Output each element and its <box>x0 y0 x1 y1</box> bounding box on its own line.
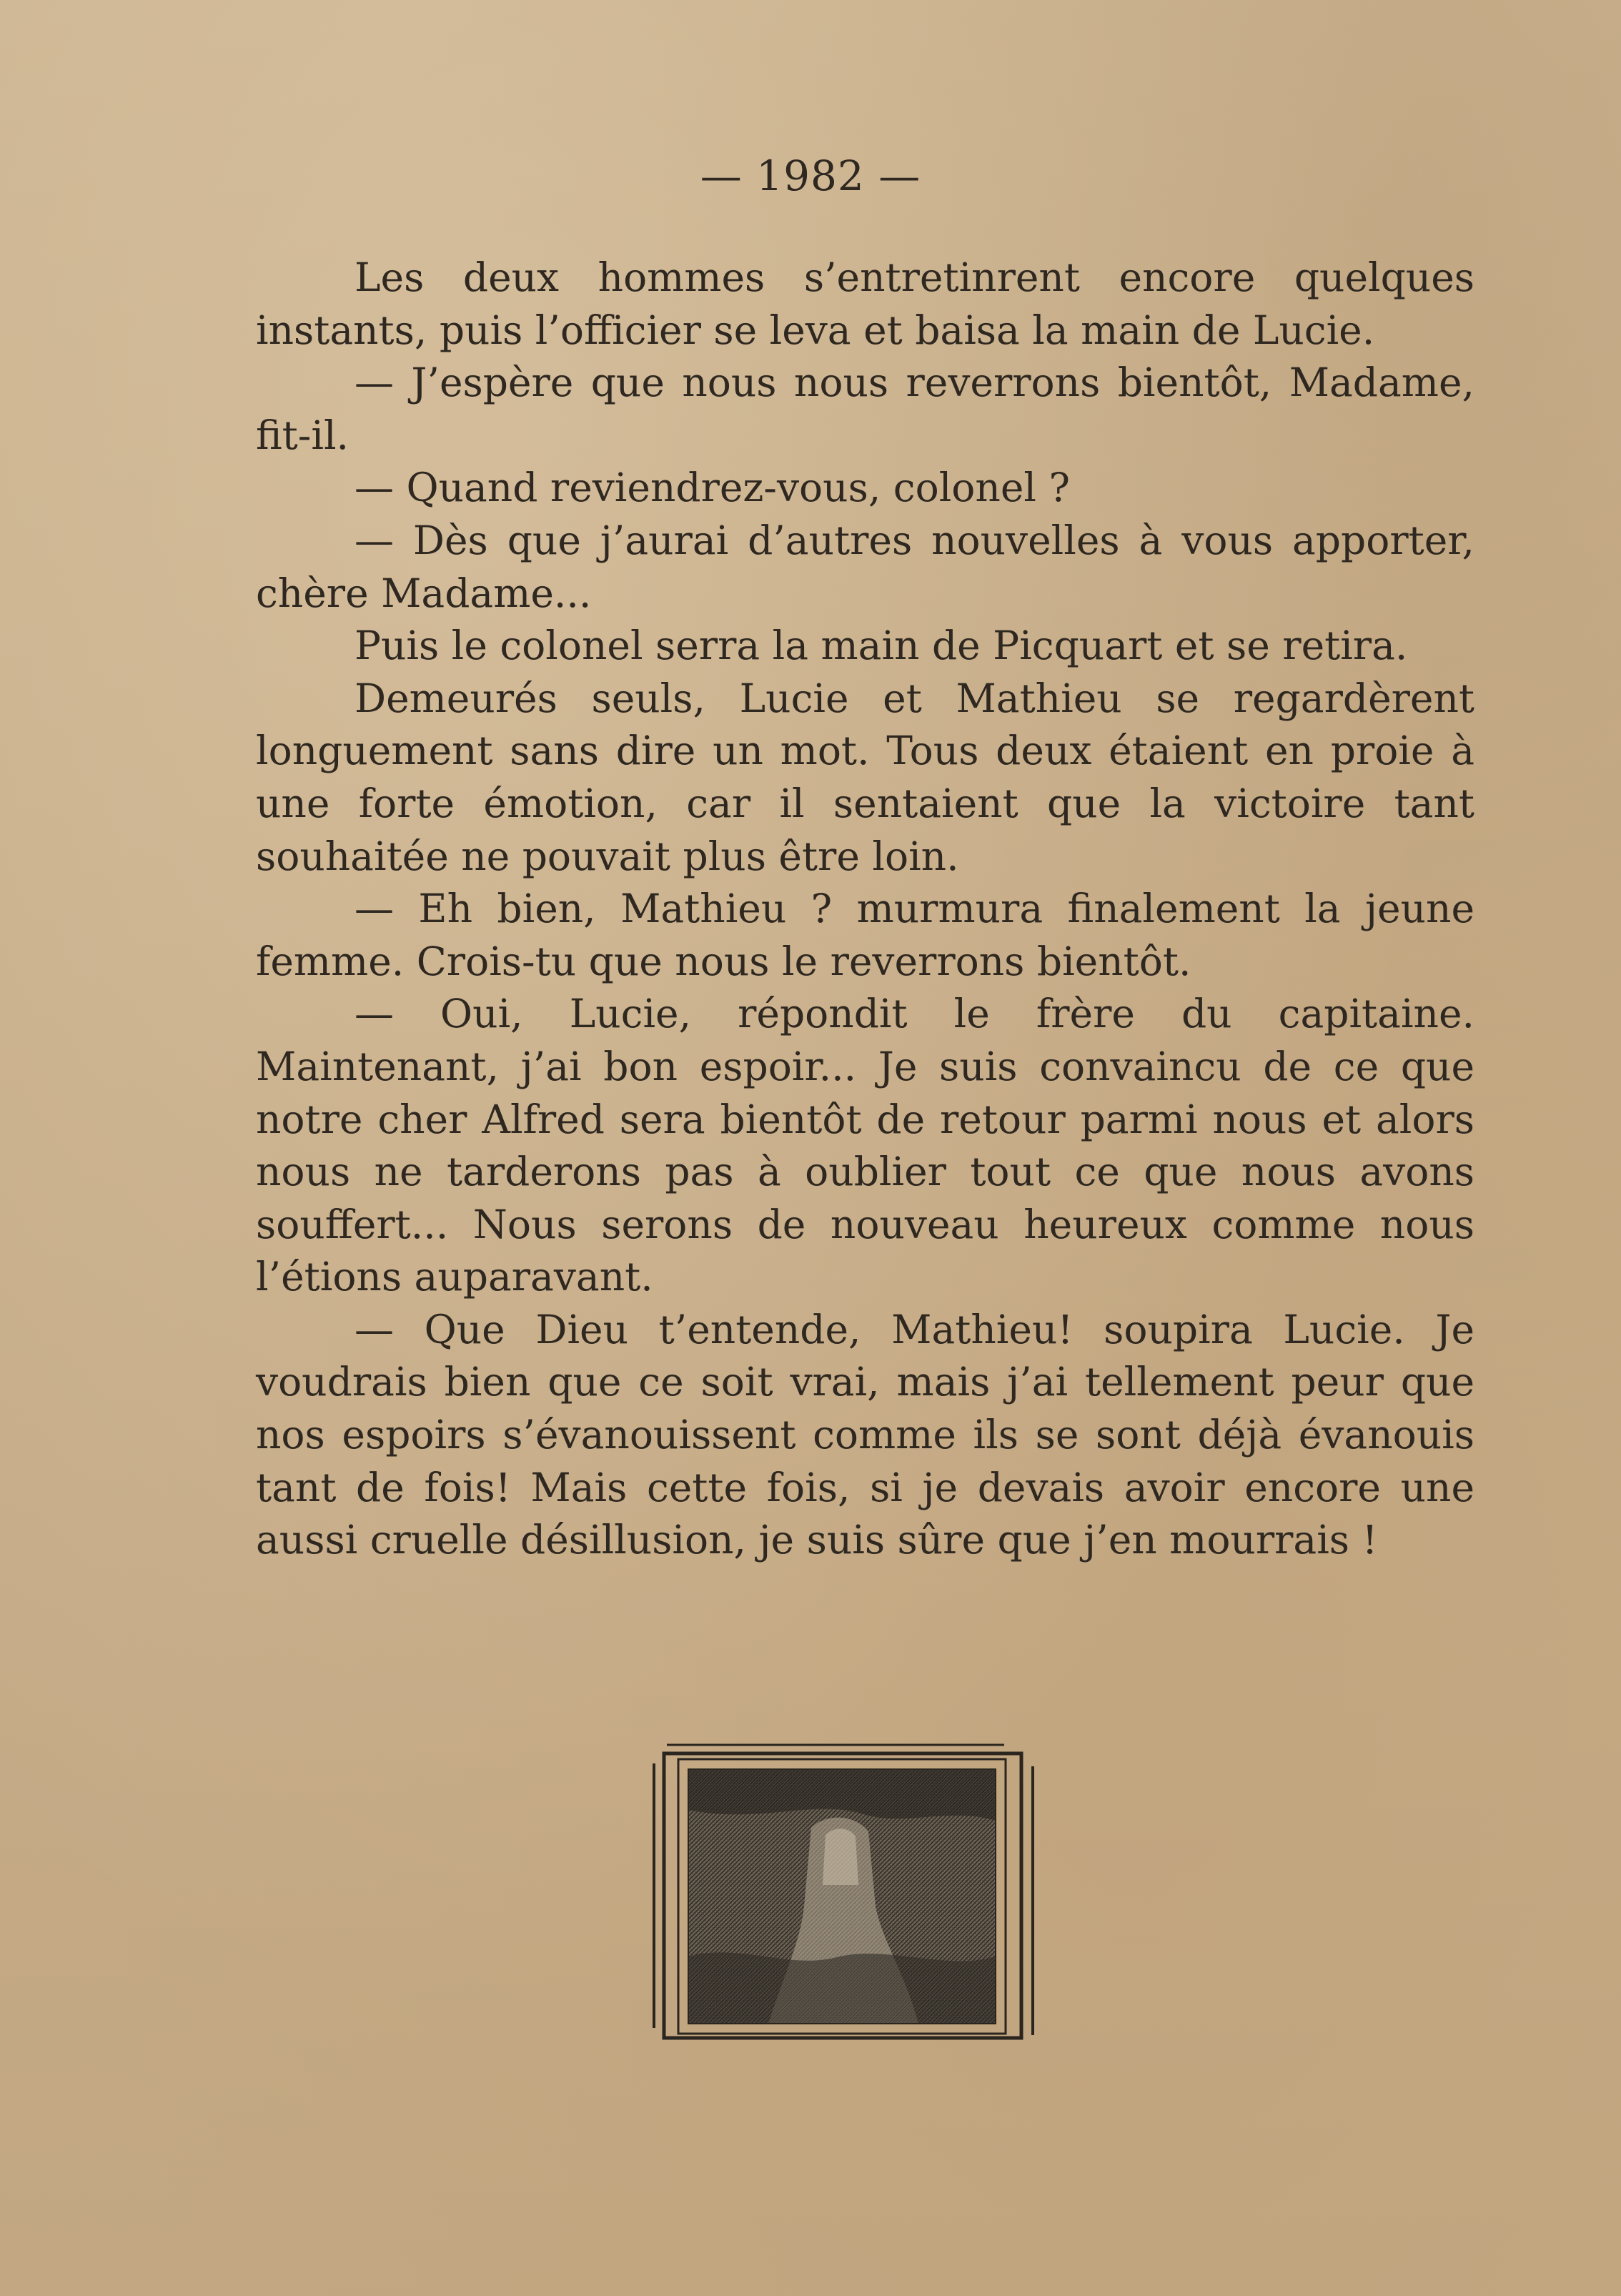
paragraph-6: Demeurés seuls, Lucie et Mathieu se regardèrent longuement sans dire un mot. Tous deux étaient en proie à une forte émotion, car il sentaient que la victoire tant souhaitée ne pouvait plus être loin. <box>256 675 1474 879</box>
body-text <box>256 252 1474 1567</box>
paragraph-7: — Eh bien, Mathieu ? murmura finalement la jeune femme. Crois-tu que nous le reverrons bientôt. <box>256 886 1474 984</box>
paragraph-2: — J’espère que nous nous reverrons bientôt, Madame, fit-il. <box>256 360 1474 458</box>
engraved-vignette <box>647 1742 1040 2042</box>
paragraph-3: — Quand reviendrez-vous, colonel ? <box>355 465 1070 511</box>
paragraph-8: — Oui, Lucie, répondit le frère du capitaine. Maintenant, j’ai bon espoir... Je suis convaincu de ce que notre cher Alfred sera bientôt de retour parmi nous et alors nous ne tarderons pas à oublier tout ce que nous avons souffert... Nous serons de nouveau heureux comme nous l’étions auparavant. <box>256 991 1474 1300</box>
paragraph-1: Les deux hommes s’entretinrent encore quelques instants, puis l’officier se leva et baisa la main de Lucie. <box>256 254 1474 353</box>
page-number: — 1982 — <box>700 152 921 200</box>
paragraph-4: — Dès que j’aurai d’autres nouvelles à vous apporter, chère Madame... <box>256 517 1474 616</box>
paragraph-5: Puis le colonel serra la main de Picquart et se retira. <box>355 623 1408 669</box>
paragraph-9: — Que Dieu t’entende, Mathieu! soupira Lucie. Je voudrais bien que ce soit vrai, mais j’ai tellement peur que nos espoirs s’évanouissent comme ils se sont déjà évanouis tant de fois! Mais cette fois, si je devais avoir encore une aussi cruelle désillusion, je suis sûre que j’en mourrais ! <box>256 1306 1474 1563</box>
